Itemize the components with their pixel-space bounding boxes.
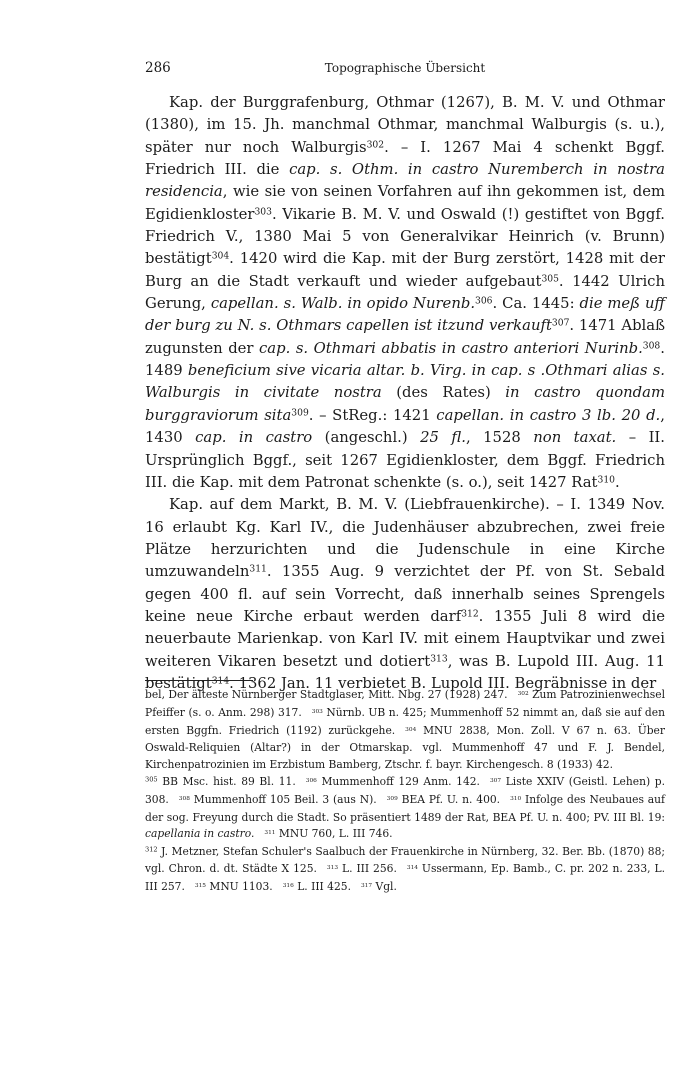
body-text: (angeschl.) — [312, 429, 421, 447]
footnote-ref: 306 — [475, 295, 493, 307]
footnote-ref: 310 — [597, 474, 615, 486]
footnote-number-label: 306 — [305, 778, 317, 785]
footnote-text: Nürnb. UB n. 425; Mummenhoff 52 nimmt an, daß sie auf den ersten Bggfn. Friedrich (1192) zurückgehe. — [145, 705, 665, 737]
footnote-number — [254, 829, 275, 840]
body-text: . Vikarie B. M. V. und Oswald (!) gestiftet von Bggf. Friedrich V., 1380 Mai 5 von Generalvikar Heinrich (v. Brunn) bestätigt — [145, 205, 665, 268]
body-text: . – StReg.: 1421 — [308, 406, 437, 424]
body-text: , 1430 — [145, 406, 665, 447]
footnote-number — [185, 882, 206, 893]
footnote-text: Mummenhoff 129 Anm. 142. — [316, 774, 480, 788]
body-italic-text: die meß uff der burg zu N. s. Othmars capellen ist itzund verkauft — [145, 295, 665, 335]
body-italic-text: 25 fl. — [420, 429, 466, 447]
footnote-number: 312 — [145, 845, 158, 854]
main-text — [145, 92, 666, 698]
page-header — [145, 57, 665, 79]
footnote-number-label: 303 — [311, 708, 323, 715]
footnote-number — [395, 726, 416, 737]
footnotes — [145, 687, 665, 897]
footnote-text: BB Msc. hist. 89 Bl. 11. — [157, 774, 296, 788]
footnote-text: bel, Der älteste Nürnberger Stadtglaser, Mitt. Nbg. 27 (1928) 247. — [145, 688, 508, 701]
page-number: 286 — [145, 60, 171, 76]
footnote-number — [296, 777, 317, 788]
footnote-text: MNU 2838, Mon. Zoll. V 67 n. 63. Über Oswald-Reliquien (Altar?) in der Otmarskap. vgl. Mummenhoff 47 und F. J. Bendel, Kirchenpatrozinien im Erzbistum Bamberg, Ztschr. f. bayr. Kirchengesch. 8 (1933) 42. — [145, 723, 665, 772]
body-text: (des Rates) — [381, 384, 506, 402]
footnote-text: Zum Patrozinienwechsel Pfeiffer (s. o. Anm. 298) 317. — [145, 688, 665, 719]
footnote-number — [169, 795, 190, 806]
body-text: , was B. Lupold III. Aug. 11 bestätigt — [145, 652, 665, 692]
body-italic-text: capellan. s. Walb. in opido Nurenb. — [210, 295, 476, 313]
footnote-ref: 314 — [211, 675, 230, 687]
footnote-ref: 304 — [211, 250, 230, 262]
footnote-number — [508, 690, 529, 701]
footnote-ref: 305 — [541, 273, 559, 285]
footnote-block — [145, 687, 665, 897]
footnote-ref: 303 — [254, 206, 272, 218]
footnote-number-label: 316 — [282, 882, 294, 889]
paragraph-markt-kapelle — [145, 494, 666, 698]
body-text: . 1442 Ulrich Gerung, — [145, 272, 665, 313]
footnote-text: Vgl. — [372, 879, 397, 893]
footnote-number — [317, 864, 338, 875]
footnote-ref: 302 — [366, 139, 385, 151]
footnote-ref: 313 — [430, 653, 448, 665]
footnote-number-label: 315 — [194, 882, 206, 889]
body-text: Kap. auf dem Markt, B. M. V. (Liebfrauenkirche). – I. 1349 Nov. 16 erlaubt Kg. Karl IV., die Judenhäuser abzubrechen, zwei freie Plätze herzurichten und die Judenschule in eine Kirche umzuwandeln — [145, 496, 665, 581]
footnote-ref: 312 — [461, 608, 479, 620]
footnote-number-label: 310 — [510, 795, 522, 802]
footnote-ref: 309 — [291, 407, 309, 419]
footnote-number: 305 — [145, 775, 158, 784]
footnote-number-label: 314 — [406, 865, 418, 872]
footnote-ref: 311 — [249, 563, 267, 575]
footnote-text: Mummenhoff 105 Beil. 3 (aus N). — [189, 792, 377, 806]
footnote-number — [480, 777, 501, 788]
body-text: , 1528 — [465, 429, 534, 447]
footnote-ref: 307 — [551, 317, 570, 329]
running-title: Topographische Übersicht — [324, 61, 486, 75]
footnote-number-label: 309 — [386, 795, 398, 802]
footnote-text: Liste XXIV (Geistl. Lehen) p. 308. — [145, 774, 665, 806]
footnote-text: L. III 256. — [338, 861, 397, 875]
body-italic-text: cap. in castro — [195, 429, 313, 447]
body-italic-text: non taxat. — [533, 429, 617, 447]
footnote-number-label: 307 — [489, 778, 502, 785]
body-italic-text: in castro quondam burggraviorum sita — [145, 384, 665, 424]
body-italic-text: capellan. in castro 3 lb. 20 d. — [436, 406, 661, 424]
footnote-number — [377, 795, 398, 806]
footnote-number — [273, 882, 294, 893]
body-text: . 1355 Aug. 9 verzichtet der Pf. von St. Sebald gegen 400 fl. auf sein Vorrecht, daß innerhalb seines Sprengels keine neue Kirche erbaut werden darf — [145, 563, 665, 625]
body-text: . 1355 Juli 8 wird die neuerbaute Marienkap. von Karl IV. mit einem Hauptvikar und zwei weiteren Vikaren besetzt und dotiert — [145, 607, 666, 670]
footnote-number-label: 313 — [326, 865, 339, 872]
body-text: , wie sie von seinen Vorfahren auf ihn gekommen ist, dem Egidienkloster — [145, 183, 665, 223]
footnote-number-label: 308 — [178, 795, 190, 802]
footnote-number — [397, 864, 418, 875]
footnote-italic-text: capellania in castro. — [145, 827, 255, 841]
body-text: . 1471 Ablaß zugunsten der — [145, 317, 665, 357]
footnote-number — [351, 882, 372, 893]
body-text: . Ca. 1445: — [492, 295, 580, 313]
footnote-number-label: 311 — [264, 830, 276, 837]
body-text: . — [614, 473, 620, 491]
footnote-text: Infolge des Neubaues auf der sog. Freyung durch die Stadt. So präsentiert 1489 der Rat, BEA Pf. U. n. 400; PV. III Bl. 19: — [145, 792, 665, 824]
footnote-number-label: 304 — [405, 726, 417, 733]
footnote-text: MNU 1103. — [205, 879, 273, 893]
footnote-text: BEA Pf. U. n. 400. — [397, 792, 501, 806]
footnote-number — [500, 795, 521, 806]
footnote-text: Ussermann, Ep. Bamb., C. pr. 202 n. 233, L. III 257. — [145, 861, 665, 893]
body-text: . 1420 wird die Kap. mit der Burg zerstört, 1428 mit der Burg an die Stadt verkauft und wieder aufgebaut — [145, 250, 665, 290]
footnote-text: J. Metzner, Stefan Schuler's Saalbuch der Frauenkirche in Nürnberg, 32. Ber. Bb. (1870) 88; vgl. Chron. d. dt. Städte X 125. — [145, 845, 665, 875]
body-italic-text: beneficium sive vicaria altar. b. Virg. in cap. s .Othmari alias s. Walburgis in civitate nostra — [145, 362, 665, 402]
body-italic-text: cap. s. Othmari abbatis in castro anteriori Nurinb. — [259, 339, 643, 357]
body-text: . 1362 Jan. 11 verbietet B. Lupold III. Begräbnisse in der — [229, 674, 657, 692]
body-text: Kap. der Burggrafenburg, Othmar (1267), B. M. V. und Othmar (1380), im 15. Jh. manchmal Othmar, manchmal Walburgis (s. u.), später nur noch Walburgis — [145, 94, 665, 156]
footnote-ref: 308 — [642, 340, 661, 352]
footnote-number — [302, 708, 323, 719]
body-text: . 1489 — [145, 339, 665, 380]
footnote-text: MNU 760, L. III 746. — [275, 827, 393, 841]
footnote-number-label: 302 — [517, 691, 529, 698]
body-italic-text: cap. s. Othm. in castro Nuremberch in nostra residencia — [145, 161, 665, 201]
body-text: – II. Ursprünglich Bggf., seit 1267 Egidienkloster, dem Bggf. Friedrich III. die Kap. mit dem Patronat schenkte (s. o.), seit 1427 Rat — [145, 429, 665, 491]
footnote-separator — [145, 680, 253, 681]
paragraph-burggrafenburg — [145, 92, 665, 494]
footnote-text: L. III 425. — [293, 879, 351, 893]
body-text: . – I. 1267 Mai 4 schenkt Bggf. Friedrich III. die — [145, 138, 666, 179]
footnote-number-label: 317 — [360, 882, 373, 889]
